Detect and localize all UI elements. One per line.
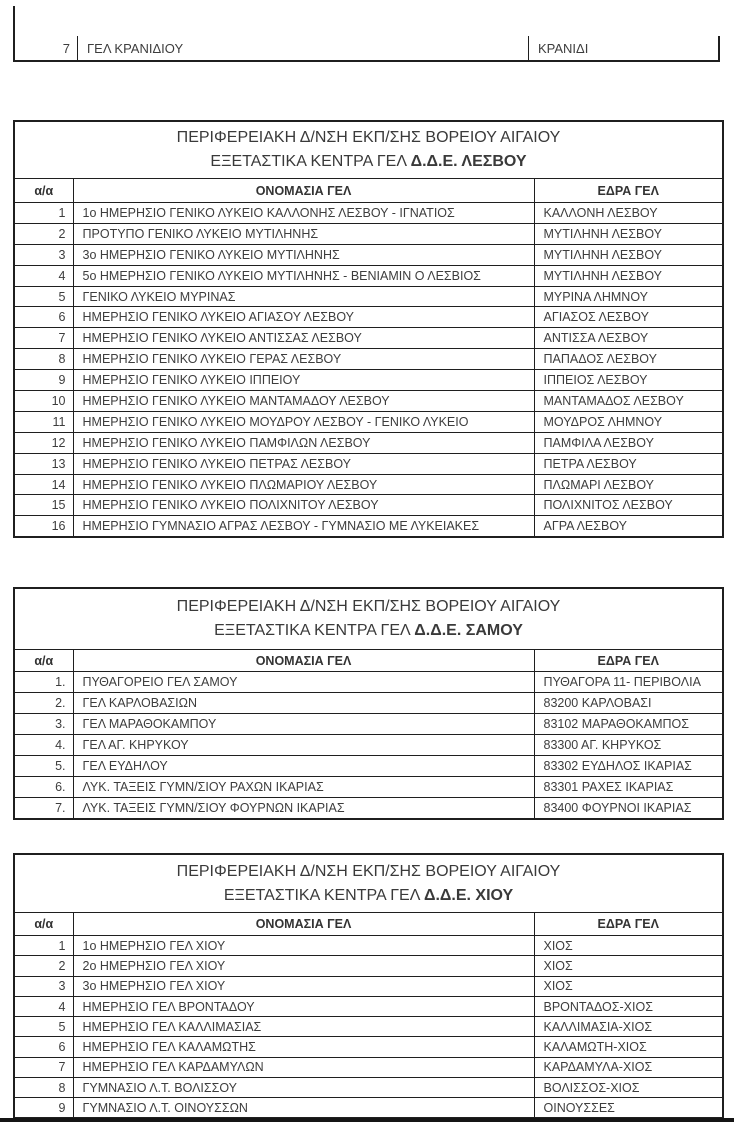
header-seat: ΕΔΡΑ ΓΕΛ [534,179,723,203]
cell-seat: ΠΥΘΑΓΟΡΑ 11- ΠΕΡΙΒΟΛΙΑ [534,672,723,693]
cell-seat: ΚΑΛΛΟΝΗ ΛΕΣΒΟΥ [534,203,723,224]
table-row [14,1098,723,1118]
table-title-line1: ΠΕΡΙΦΕΡΕΙΑΚΗ Δ/ΝΣΗ ΕΚΠ/ΣΗΣ ΒΟΡΕΙΟΥ ΑΙΓΑΙΟΥ [176,598,561,615]
cell-name: ΛΥΚ. ΤΑΞΕΙΣ ΓΥΜΝ/ΣΙΟΥ ΦΟΥΡΝΩΝ ΙΚΑΡΙΑΣ [73,798,534,819]
table-row [14,693,723,714]
cell-name: ΗΜΕΡΗΣΙΟ ΓΕΝΙΚΟ ΛΥΚΕΙΟ ΓΕΡΑΣ ΛΕΣΒΟΥ [73,349,534,370]
cell-seat: ΜΟΥΔΡΟΣ ΛΗΜΝΟΥ [534,411,723,432]
cell-num: 1 [14,203,73,224]
cell-seat: ΑΓΡΑ ΛΕΣΒΟΥ [534,516,723,537]
table-title-row [14,588,723,650]
cell-name: ΓΕΝΙΚΟ ΛΥΚΕΙΟ ΜΥΡΙΝΑΣ [73,286,534,307]
table-row [14,996,723,1016]
header-name: ΟΝΟΜΑΣΙΑ ΓΕΛ [73,913,534,936]
cell-name: ΗΜΕΡΗΣΙΟ ΓΕΛ ΚΑΛΛΙΜΑΣΙΑΣ [73,1017,534,1037]
table-title-row [14,121,723,179]
cell-name: ΗΜΕΡΗΣΙΟ ΓΕΛ ΒΡΟΝΤΑΔΟΥ [73,996,534,1016]
exam-centers-table-chiou [13,853,724,1119]
cell-seat: ΚΑΡΔΑΜΥΛΑ-ΧΙΟΣ [534,1057,723,1077]
cell-seat: ΟΙΝΟΥΣΣΕΣ [534,1098,723,1118]
table-title-line1: ΠΕΡΙΦΕΡΕΙΑΚΗ Δ/ΝΣΗ ΕΚΠ/ΣΗΣ ΒΟΡΕΙΟΥ ΑΙΓΑΙΟΥ [176,862,561,880]
cell-seat: ΒΟΛΙΣΣΟΣ-ΧΙΟΣ [534,1078,723,1098]
cell-seat: ΑΓΙΑΣΟΣ ΛΕΣΒΟΥ [534,307,723,328]
table-row [14,411,723,432]
cell-num: 5. [14,756,73,777]
table-row [14,672,723,693]
cell-name: ΓΕΛ ΕΥΔΗΛΟΥ [73,756,534,777]
header-num: α/α [14,913,73,936]
table-header-row [14,650,723,672]
cell-seat: 83400 ΦΟΥΡΝΟΙ ΙΚΑΡΙΑΣ [534,798,723,819]
cell-seat: ΠΕΤΡΑ ΛΕΣΒΟΥ [534,453,723,474]
table-title-line2-prefix: ΕΞΕΤΑΣΤΙΚΑ ΚΕΝΤΡΑ ΓΕΛ [210,153,411,170]
cell-seat: ΙΠΠΕΙΟΣ ΛΕΣΒΟΥ [534,370,723,391]
table-title-line1: ΠΕΡΙΦΕΡΕΙΑΚΗ Δ/ΝΣΗ ΕΚΠ/ΣΗΣ ΒΟΡΕΙΟΥ ΑΙΓΑΙΟΥ [176,129,561,146]
table-row [14,976,723,996]
cell-num: 5 [14,1017,73,1037]
cell-name: ΛΥΚ. ΤΑΞΕΙΣ ΓΥΜΝ/ΣΙΟΥ ΡΑΧΩΝ ΙΚΑΡΙΑΣ [73,777,534,798]
table-row [14,936,723,956]
table-row [14,370,723,391]
cell-seat: ΚΑΛΑΜΩΤΗ-ΧΙΟΣ [534,1037,723,1057]
cell-name: ΗΜΕΡΗΣΙΟ ΓΕΝΙΚΟ ΛΥΚΕΙΟ ΑΓΙΑΣΟΥ ΛΕΣΒΟΥ [73,307,534,328]
header-num: α/α [14,179,73,203]
cell-num: 4 [14,996,73,1016]
cell-num: 7 [14,328,73,349]
cell-name: ΓΕΛ ΚΑΡΛΟΒΑΣΙΩΝ [73,693,534,714]
table-title-line2-prefix: ΕΞΕΤΑΣΤΙΚΑ ΚΕΝΤΡΑ ΓΕΛ [214,622,415,639]
cell-num: 2 [14,956,73,976]
table-row [14,495,723,516]
cell-name: ΗΜΕΡΗΣΙΟ ΓΕΝΙΚΟ ΛΥΚΕΙΟ ΑΝΤΙΣΣΑΣ ΛΕΣΒΟΥ [73,328,534,349]
table-title-row [14,854,723,913]
table-row [14,474,723,495]
cell-seat: ΠΛΩΜΑΡΙ ΛΕΣΒΟΥ [534,474,723,495]
cell-name: 3ο ΗΜΕΡΗΣΙΟ ΓΕΛ ΧΙΟΥ [73,976,534,996]
table-title-line2 [15,150,722,174]
cell-seat: ΜΑΝΤΑΜΑΔΟΣ ΛΕΣΒΟΥ [534,391,723,412]
header-seat: ΕΔΡΑ ΓΕΛ [534,650,723,672]
cell-name: ΗΜΕΡΗΣΙΟ ΓΕΝΙΚΟ ΛΥΚΕΙΟ ΠΛΩΜΑΡΙΟΥ ΛΕΣΒΟΥ [73,474,534,495]
table-title [14,588,723,650]
cell-num: 3 [14,244,73,265]
table-row [14,714,723,735]
cell-name: ΗΜΕΡΗΣΙΟ ΓΕΝΙΚΟ ΛΥΚΕΙΟ ΠΑΜΦΙΛΩΝ ΛΕΣΒΟΥ [73,432,534,453]
cell-num: 16 [14,516,73,537]
table-title-line2-district: Δ.Δ.Ε. ΣΑΜΟΥ [414,622,523,639]
cell-name: 5ο ΗΜΕΡΗΣΙΟ ΓΕΝΙΚΟ ΛΥΚΕΙΟ ΜΥΤΙΛΗΝΗΣ - ΒΕΝΙΑΜΙΝ Ο ΛΕΣΒΙΟΣ [73,265,534,286]
cell-name: ΓΕΛ ΚΡΑΝΙΔΙΟΥ [87,40,184,56]
cell-num: 1. [14,672,73,693]
cell-seat: 83302 ΕΥΔΗΛΟΣ ΙΚΑΡΙΑΣ [534,756,723,777]
cell-seat: 83102 ΜΑΡΑΘΟΚΑΜΠΟΣ [534,714,723,735]
cell-seat: ΜΥΡΙΝΑ ΛΗΜΝΟΥ [534,286,723,307]
table-title-line2 [15,619,722,643]
header-seat: ΕΔΡΑ ΓΕΛ [534,913,723,936]
page-bottom-rule [0,1118,734,1122]
cell-num: 7 [13,36,78,60]
header-num: α/α [14,650,73,672]
table-row [14,328,723,349]
cell-seat: 83200 ΚΑΡΛΟΒΑΣΙ [534,693,723,714]
table-row [14,777,723,798]
cell-seat: ΧΙΟΣ [534,976,723,996]
table-row [14,453,723,474]
cell-num: 3 [14,976,73,996]
cell-name: ΗΜΕΡΗΣΙΟ ΓΕΝΙΚΟ ΛΥΚΕΙΟ ΜΟΥΔΡΟΥ ΛΕΣΒΟΥ - ΓΕΝΙΚΟ ΛΥΚΕΙΟ [73,411,534,432]
table-row [14,756,723,777]
cell-num: 1 [14,936,73,956]
cell-num: 6. [14,777,73,798]
cell-name: 1ο ΗΜΕΡΗΣΙΟ ΓΕΝΙΚΟ ΛΥΚΕΙΟ ΚΑΛΛΟΝΗΣ ΛΕΣΒΟΥ - ΙΓΝΑΤΙΟΣ [73,203,534,224]
table-header-row [14,913,723,936]
table-row [14,244,723,265]
cell-name: ΗΜΕΡΗΣΙΟ ΓΥΜΝΑΣΙΟ ΑΓΡΑΣ ΛΕΣΒΟΥ - ΓΥΜΝΑΣΙΟ ΜΕ ΛΥΚΕΙΑΚΕΣ [73,516,534,537]
exam-centers-table-lesvou [13,120,724,538]
table-row [14,349,723,370]
cell-name: ΗΜΕΡΗΣΙΟ ΓΕΛ ΚΑΡΔΑΜΥΛΩΝ [73,1057,534,1077]
cell-name: ΗΜΕΡΗΣΙΟ ΓΕΝΙΚΟ ΛΥΚΕΙΟ ΜΑΝΤΑΜΑΔΟΥ ΛΕΣΒΟΥ [73,391,534,412]
cell-seat: ΚΑΛΛΙΜΑΣΙΑ-ΧΙΟΣ [534,1017,723,1037]
cell-seat: ΜΥΤΙΛΗΝΗ ΛΕΣΒΟΥ [534,244,723,265]
cell-num: 11 [14,411,73,432]
cell-num: 2 [14,223,73,244]
cell-seat: ΒΡΟΝΤΑΔΟΣ-ΧΙΟΣ [534,996,723,1016]
cell-name: ΓΥΜΝΑΣΙΟ Λ.Τ. ΟΙΝΟΥΣΣΩΝ [73,1098,534,1118]
cell-name: 1ο ΗΜΕΡΗΣΙΟ ΓΕΛ ΧΙΟΥ [73,936,534,956]
cell-name: ΓΕΛ ΑΓ. ΚΗΡΥΚΟΥ [73,735,534,756]
table-row [14,391,723,412]
table-row [14,203,723,224]
cell-num: 14 [14,474,73,495]
table-title-line2-district: Δ.Δ.Ε. ΛΕΣΒΟΥ [410,153,527,170]
table-title-line2 [15,884,722,908]
cell-num: 8 [14,349,73,370]
cell-name: 2ο ΗΜΕΡΗΣΙΟ ΓΕΛ ΧΙΟΥ [73,956,534,976]
cell-name: ΠΥΘΑΓΟΡΕΙΟ ΓΕΛ ΣΑΜΟΥ [73,672,534,693]
cell-num: 5 [14,286,73,307]
cell-num: 6 [14,307,73,328]
cell-seat: ΜΥΤΙΛΗΝΗ ΛΕΣΒΟΥ [534,265,723,286]
cell-seat: 83300 ΑΓ. ΚΗΡΥΚΟΣ [534,735,723,756]
table-header-row [14,179,723,203]
cell-num: 2. [14,693,73,714]
table-row [14,432,723,453]
table-row [14,956,723,976]
cell-num: 3. [14,714,73,735]
cell-num: 4. [14,735,73,756]
table-row [14,1078,723,1098]
table-row [14,307,723,328]
cell-seat: ΠΟΛΙΧΝΙΤΟΣ ΛΕΣΒΟΥ [534,495,723,516]
cell-num: 9 [14,370,73,391]
table-row [14,1017,723,1037]
cell-seat: ΠΑΜΦΙΛΑ ΛΕΣΒΟΥ [534,432,723,453]
cell-num: 8 [14,1078,73,1098]
table-title-line2-prefix: ΕΞΕΤΑΣΤΙΚΑ ΚΕΝΤΡΑ ΓΕΛ [223,886,424,904]
header-name: ΟΝΟΜΑΣΙΑ ΓΕΛ [73,179,534,203]
table-row [14,286,723,307]
table-row [14,516,723,537]
cell-num: 15 [14,495,73,516]
cell-num: 4 [14,265,73,286]
cell-name: ΗΜΕΡΗΣΙΟ ΓΕΝΙΚΟ ΛΥΚΕΙΟ ΙΠΠΕΙΟΥ [73,370,534,391]
table-row [14,223,723,244]
table-title [14,854,723,913]
cell-seat: ΜΥΤΙΛΗΝΗ ΛΕΣΒΟΥ [534,223,723,244]
table-row [14,1057,723,1077]
cell-name: 3ο ΗΜΕΡΗΣΙΟ ΓΕΝΙΚΟ ΛΥΚΕΙΟ ΜΥΤΙΛΗΝΗΣ [73,244,534,265]
cell-seat: 83301 ΡΑΧΕΣ ΙΚΑΡΙΑΣ [534,777,723,798]
table-title [14,121,723,179]
table-title-line2-district: Δ.Δ.Ε. ΧΙΟΥ [423,886,514,904]
previous-table-last-row [13,36,720,62]
cell-num: 12 [14,432,73,453]
table-row [14,265,723,286]
cell-name: ΠΡΟΤΥΠΟ ΓΕΝΙΚΟ ΛΥΚΕΙΟ ΜΥΤΙΛΗΝΗΣ [73,223,534,244]
cell-name: ΓΥΜΝΑΣΙΟ Λ.Τ. ΒΟΛΙΣΣΟΥ [73,1078,534,1098]
cell-name: ΗΜΕΡΗΣΙΟ ΓΕΝΙΚΟ ΛΥΚΕΙΟ ΠΟΛΙΧΝΙΤΟΥ ΛΕΣΒΟΥ [73,495,534,516]
table-row [14,1037,723,1057]
table-row [14,735,723,756]
cell-name: ΗΜΕΡΗΣΙΟ ΓΕΛ ΚΑΛΑΜΩΤΗΣ [73,1037,534,1057]
cell-name: ΓΕΛ ΜΑΡΑΘΟΚΑΜΠΟΥ [73,714,534,735]
cell-num: 10 [14,391,73,412]
table-row [14,798,723,819]
cell-num: 7. [14,798,73,819]
cell-num: 13 [14,453,73,474]
cell-name: ΗΜΕΡΗΣΙΟ ΓΕΝΙΚΟ ΛΥΚΕΙΟ ΠΕΤΡΑΣ ΛΕΣΒΟΥ [73,453,534,474]
cell-seat: ΑΝΤΙΣΣΑ ΛΕΣΒΟΥ [534,328,723,349]
cell-seat: ΧΙΟΣ [534,936,723,956]
header-name: ΟΝΟΜΑΣΙΑ ΓΕΛ [73,650,534,672]
cell-seat: ΠΑΠΑΔΟΣ ΛΕΣΒΟΥ [534,349,723,370]
cell-num: 9 [14,1098,73,1118]
exam-centers-table-samou [13,587,724,820]
cell-seat: ΚΡΑΝΙΔΙ [528,36,720,60]
cell-num: 6 [14,1037,73,1057]
cell-seat: ΧΙΟΣ [534,956,723,976]
cell-num: 7 [14,1057,73,1077]
